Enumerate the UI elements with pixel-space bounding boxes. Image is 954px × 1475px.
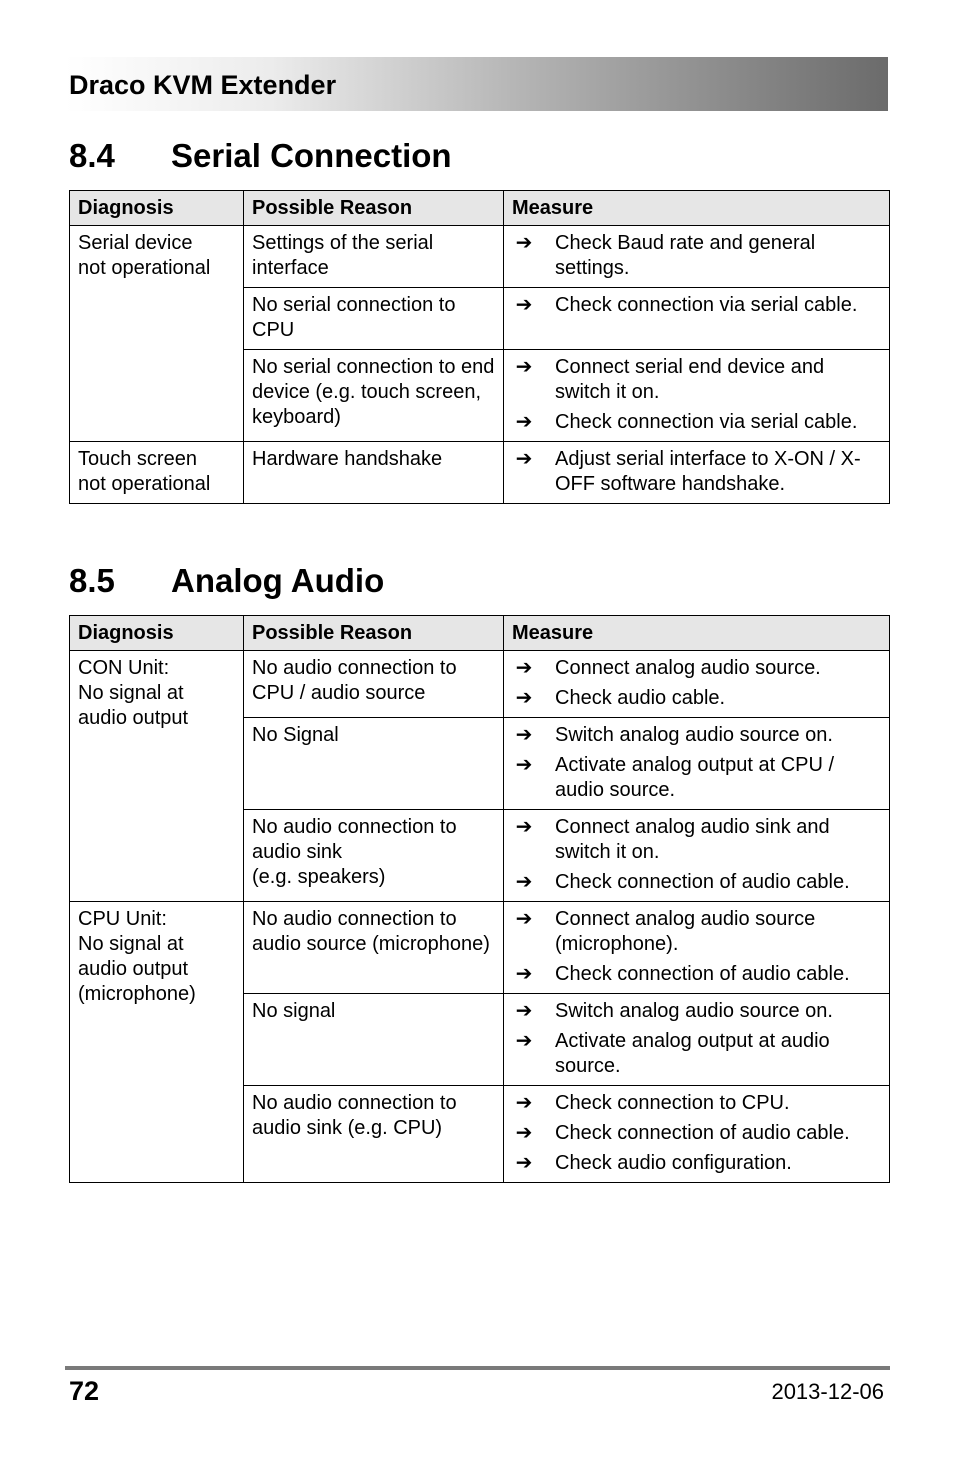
diagnosis-cell: CON Unit: No signal at audio output xyxy=(70,651,244,902)
measure-list xyxy=(512,907,881,987)
measure-cell xyxy=(504,810,890,902)
reason-cell: No audio connection to audio sink (e.g. speakers) xyxy=(244,810,504,902)
column-header: Possible Reason xyxy=(244,191,504,226)
measure-item xyxy=(512,753,881,803)
diagnosis-cell: Touch screen not operational xyxy=(70,442,244,504)
table-header-row xyxy=(70,616,890,651)
reason-cell: Settings of the serial interface xyxy=(244,226,504,288)
measure-cell xyxy=(504,350,890,442)
measure-text: Check connection via serial cable. xyxy=(555,411,858,433)
arrow-right-icon: ➔ xyxy=(515,232,533,254)
arrow-right-icon: ➔ xyxy=(515,963,533,985)
measure-cell xyxy=(504,651,890,718)
diagnosis-cell: CPU Unit: No signal at audio output (microphone) xyxy=(70,902,244,1183)
measure-list xyxy=(512,447,881,497)
arrow-right-icon: ➔ xyxy=(515,294,533,316)
reason-cell: No audio connection to audio sink (e.g. CPU) xyxy=(244,1086,504,1183)
measure-item xyxy=(512,410,881,435)
measure-text: Connect serial end device and switch it on. xyxy=(555,356,825,403)
column-header: Diagnosis xyxy=(70,191,244,226)
measure-cell xyxy=(504,442,890,504)
measure-text: Check connection via serial cable. xyxy=(555,294,858,316)
arrow-right-icon: ➔ xyxy=(515,657,533,679)
measure-cell xyxy=(504,1086,890,1183)
arrow-right-icon: ➔ xyxy=(515,448,533,470)
arrow-right-icon: ➔ xyxy=(515,871,533,893)
measure-item xyxy=(512,1151,881,1176)
measure-text: Activate analog output at audio source. xyxy=(555,1030,830,1077)
reason-cell: No audio connection to audio source (microphone) xyxy=(244,902,504,994)
measure-item xyxy=(512,999,881,1024)
measure-list xyxy=(512,1091,881,1176)
arrow-right-icon: ➔ xyxy=(515,411,533,433)
table-row xyxy=(70,226,890,288)
section-title: Serial Connection xyxy=(171,137,452,174)
arrow-right-icon: ➔ xyxy=(515,356,533,378)
measure-item xyxy=(512,815,881,865)
measure-item xyxy=(512,355,881,405)
column-header: Possible Reason xyxy=(244,616,504,651)
table-row xyxy=(70,902,890,994)
measure-item xyxy=(512,723,881,748)
measure-item xyxy=(512,1091,881,1116)
reason-cell: No signal xyxy=(244,994,504,1086)
column-header: Measure xyxy=(504,616,890,651)
measure-text: Connect analog audio source (microphone). xyxy=(555,908,816,955)
section-title: Analog Audio xyxy=(171,562,385,599)
measure-list xyxy=(512,293,881,318)
measure-list xyxy=(512,999,881,1079)
measure-item xyxy=(512,293,881,318)
arrow-right-icon: ➔ xyxy=(515,1030,533,1052)
column-header: Measure xyxy=(504,191,890,226)
measure-text: Check audio configuration. xyxy=(555,1152,792,1174)
serial-connection-table xyxy=(69,190,890,504)
measure-item xyxy=(512,907,881,957)
measure-item xyxy=(512,1029,881,1079)
reason-cell: Hardware handshake xyxy=(244,442,504,504)
diagnosis-cell: Serial device not operational xyxy=(70,226,244,442)
column-header: Diagnosis xyxy=(70,616,244,651)
measure-cell xyxy=(504,288,890,350)
measure-text: Adjust serial interface to X-ON / X-OFF software handshake. xyxy=(555,448,861,495)
section-heading-serial xyxy=(69,136,889,176)
measure-item xyxy=(512,656,881,681)
measure-text: Connect analog audio sink and switch it on. xyxy=(555,816,830,863)
measure-text: Check Baud rate and general settings. xyxy=(555,232,816,279)
measure-cell xyxy=(504,902,890,994)
arrow-right-icon: ➔ xyxy=(515,908,533,930)
table-header-row xyxy=(70,191,890,226)
measure-cell xyxy=(504,994,890,1086)
header-bar xyxy=(65,57,888,111)
arrow-right-icon: ➔ xyxy=(515,1152,533,1174)
measure-text: Activate analog output at CPU / audio source. xyxy=(555,754,835,801)
arrow-right-icon: ➔ xyxy=(515,687,533,709)
measure-text: Connect analog audio source. xyxy=(555,657,821,679)
measure-text: Check connection of audio cable. xyxy=(555,871,850,893)
measure-item xyxy=(512,870,881,895)
measure-list xyxy=(512,231,881,281)
arrow-right-icon: ➔ xyxy=(515,1092,533,1114)
arrow-right-icon: ➔ xyxy=(515,1122,533,1144)
section-number: 8.5 xyxy=(69,562,115,599)
measure-text: Check connection to CPU. xyxy=(555,1092,790,1114)
measure-text: Switch analog audio source on. xyxy=(555,724,833,746)
section-number: 8.4 xyxy=(69,137,115,174)
footer-date: 2013-12-06 xyxy=(771,1379,884,1404)
measure-list xyxy=(512,656,881,711)
measure-text: Switch analog audio source on. xyxy=(555,1000,833,1022)
reason-cell: No Signal xyxy=(244,718,504,810)
section-heading-audio xyxy=(69,561,889,601)
measure-item xyxy=(512,686,881,711)
measure-list xyxy=(512,815,881,895)
measure-list xyxy=(512,355,881,435)
measure-text: Check connection of audio cable. xyxy=(555,1122,850,1144)
measure-text: Check audio cable. xyxy=(555,687,726,709)
arrow-right-icon: ➔ xyxy=(515,754,533,776)
document-title: Draco KVM Extender xyxy=(69,70,337,100)
arrow-right-icon: ➔ xyxy=(515,816,533,838)
reason-cell: No audio connection to CPU / audio source xyxy=(244,651,504,718)
footer-rule xyxy=(65,1366,890,1370)
measure-item xyxy=(512,1121,881,1146)
table-row xyxy=(70,651,890,718)
reason-cell: No serial connection to end device (e.g. touch screen, keyboard) xyxy=(244,350,504,442)
measure-cell xyxy=(504,226,890,288)
page-number: 72 xyxy=(69,1376,100,1406)
measure-item xyxy=(512,231,881,281)
measure-text: Check connection of audio cable. xyxy=(555,963,850,985)
analog-audio-table xyxy=(69,615,890,1183)
measure-item xyxy=(512,962,881,987)
measure-list xyxy=(512,723,881,803)
arrow-right-icon: ➔ xyxy=(515,724,533,746)
measure-item xyxy=(512,447,881,497)
reason-cell: No serial connection to CPU xyxy=(244,288,504,350)
table-row xyxy=(70,442,890,504)
arrow-right-icon: ➔ xyxy=(515,1000,533,1022)
measure-cell xyxy=(504,718,890,810)
